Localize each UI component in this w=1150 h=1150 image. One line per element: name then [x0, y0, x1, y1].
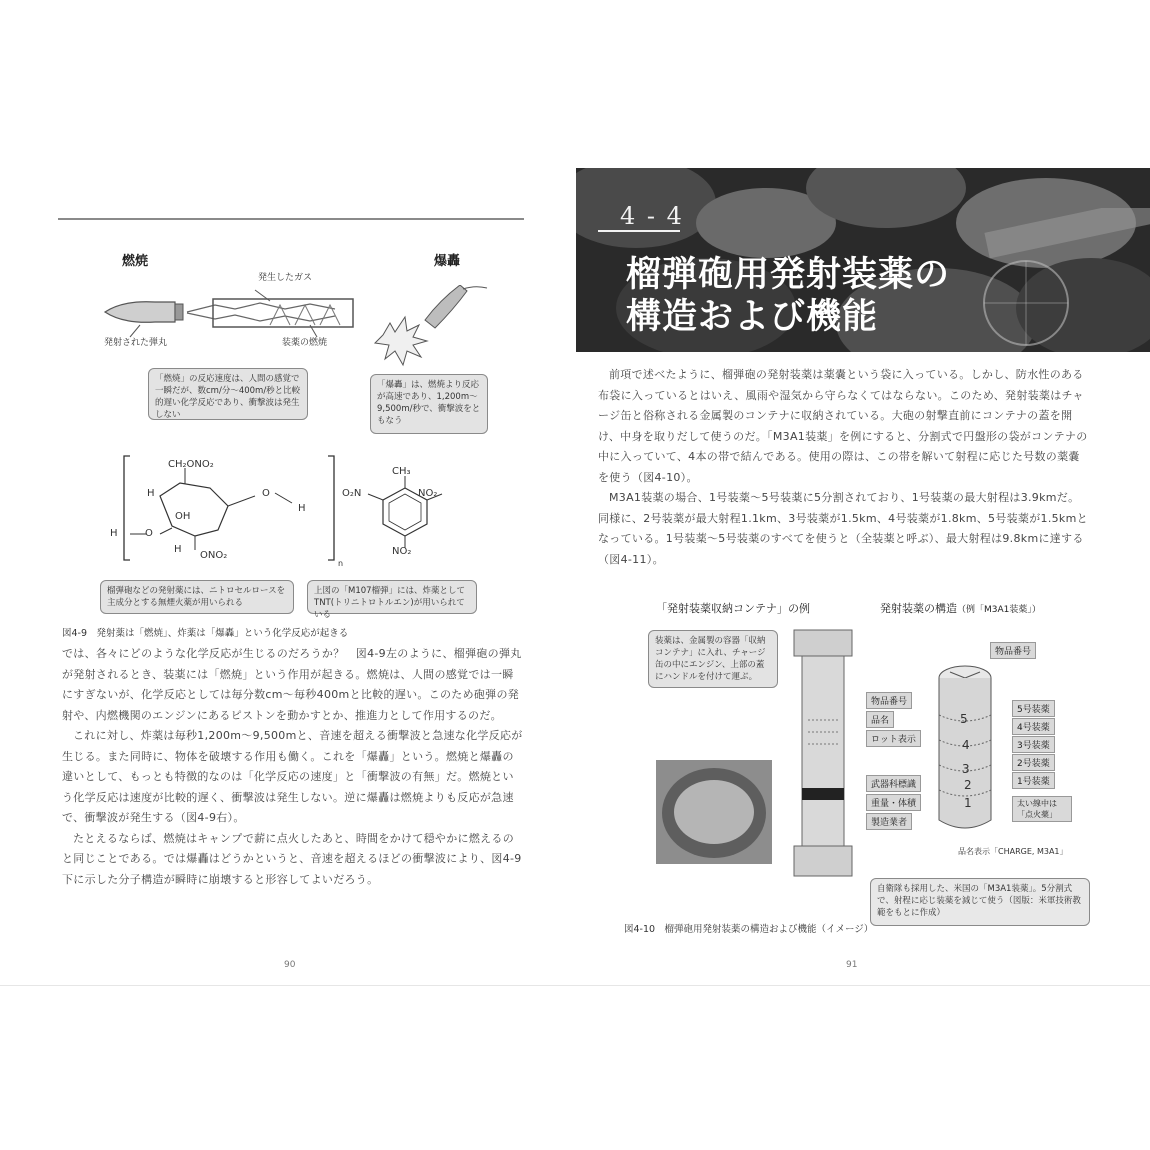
o2n-label: O₂N — [342, 488, 362, 499]
charge-label-2: 2号装薬 — [1012, 754, 1055, 771]
o-bond — [228, 496, 255, 506]
burst-shape — [375, 317, 427, 365]
structure-title-text: 発射装薬の構造 — [880, 602, 957, 615]
label-item-name: 品名 — [866, 711, 894, 728]
charge-burn-label: 装薬の燃焼 — [282, 338, 328, 348]
figure-4-10-caption: 図4-10 榴弾砲用発射装薬の構造および機能（イメージ） — [624, 924, 874, 935]
tube-cap-top — [794, 630, 852, 656]
no2-label-right: NO₂ — [418, 488, 438, 499]
charge-label-5: 5号装薬 — [1012, 700, 1055, 717]
combustion-note: 「燃焼」の反応速度は、人間の感覚で一瞬だが、数cm/分～400m/秒と比較的遅い化学反応であり、衝撃波は発生しない — [148, 368, 308, 420]
container-note: 装薬は、金属製の容器「収納コンテナ」に入れ、チャージ缶の中にエンジン、上部の蓋にハンドルを付けて運ぶ。 — [648, 630, 778, 688]
left-paragraph-1: では、各々にどのような化学反応が生じるのだろうか？ 図4-9左のように、榴弾砲の弾丸が発射されるとき、装薬には「燃焼」という作用が起きる。燃焼は、人間の感覚では一瞬にすぎないが、化学反応としては毎分数cm～毎秒400mと比較的遅い。このため砲弾の発射や、内燃機関のエンジンにあるピストンを動かすとか、推進力として作用するのだ。 — [62, 647, 522, 722]
howitzer-overlay — [956, 208, 1150, 352]
ring-number-3: 3 — [962, 762, 970, 776]
right-body-text — [598, 365, 1090, 570]
structure-example-text: （例「M3A1装薬」） — [957, 605, 1041, 615]
projectile-shape — [105, 302, 175, 323]
barrel-outline — [213, 299, 353, 327]
label-ordnance-mark: 武器科標識 — [866, 775, 921, 792]
charge-label-3: 3号装薬 — [1012, 736, 1055, 753]
label-weight: 重量・体積 — [866, 794, 921, 811]
oh-label: OH — [175, 511, 191, 522]
shell-body — [425, 285, 467, 328]
detonation-note: 「爆轟」は、燃焼より反応が高速であり、1,200m～9,500m/秒で、衝撃波をともなう — [370, 374, 488, 434]
benzene-inner — [389, 494, 421, 530]
oh-bond — [275, 493, 292, 503]
gas-label: 発生したガス — [258, 273, 313, 283]
ch2ono2-label: CH₂ONO₂ — [168, 459, 214, 470]
section-title-line-2: 構造および機能 — [626, 296, 879, 337]
no2-label-bottom: NO₂ — [392, 546, 412, 557]
charge-label-1: 1号装薬 — [1012, 772, 1055, 789]
left-paragraph-2: これに対し、炸薬は毎秒1,200m～9,500mと、音速を超える衝撃波と急速な化学反応が生じる。また同時に、物体を破壊する作用も働く。これを「爆轟」という。燃焼と爆轟の違いとして、もっとも特徴的なのは「化学反応の速度」と「衝撃波の有無」だ。燃焼という化学反応は速度が比較的遅く、衝撃波は発生しない。逆に爆轟は燃焼よりも反応が急速で、衝撃波が発生する（図4-9右）。 — [62, 729, 523, 824]
tube-body — [802, 656, 844, 846]
charge-label-4: 4号装薬 — [1012, 718, 1055, 735]
container-tube-illustration — [788, 628, 858, 880]
label-item-number: 物品番号 — [866, 692, 912, 709]
projectile-band — [175, 304, 183, 320]
gun-barrel-shape — [984, 208, 1150, 258]
marking-note: 品名表示「CHARGE, M3A1」 — [958, 847, 1068, 856]
left-no2-bond — [368, 494, 383, 500]
section-title — [626, 254, 950, 338]
page-number-left: 90 — [284, 960, 296, 970]
combustion-detonation-illustration — [95, 285, 495, 375]
h-label-1: H — [147, 488, 155, 499]
right-paragraph-1: 前項で述べたように、榴弾砲の発射装薬は薬嚢という袋に入っている。しかし、防水性のある布袋に入っているとはいえ、風雨や湿気から守らなくてはならない。このため、発射装薬はチャージ缶と俗称される金属製のコンテナに収納されている。大砲の射撃直前にコンテナの蓋を開け、中身を取りだして使うのだ。「M3A1装薬」を例にすると、分割式で円盤形の袋がコンテナの中に入っていて、4本の帯で結んである。使用の際は、この帯を解いて射程に応じた号数の薬嚢を使う（図4-10）。 — [598, 368, 1088, 484]
container-contents — [674, 780, 754, 844]
h-label-3: H — [110, 528, 118, 539]
ch3-label: CH₃ — [392, 466, 411, 477]
container-figure-title: 「発射装薬収納コンテナ」の例 — [656, 602, 810, 615]
figure-4-9-caption: 図4-9 発射薬は「燃焼」、炸薬は「爆轟」という化学反応が起きる — [62, 628, 349, 639]
n-subscript: n — [338, 559, 344, 568]
projectile-leader — [130, 325, 140, 337]
left-body-text — [62, 644, 524, 890]
section-number-underline — [598, 230, 680, 232]
glucose-ring — [160, 483, 228, 536]
nitrocellulose-note: 榴弾砲などの発射薬には、ニトロセルロースを主成分とする無煙火薬が用いられる — [100, 580, 294, 614]
ono2-label: ONO₂ — [200, 550, 228, 561]
section-title-line-1: 榴弾砲用発射装薬の — [626, 254, 951, 295]
o-label-2: O — [145, 528, 153, 539]
tube-cap-bottom — [794, 846, 852, 876]
container-photo — [656, 760, 772, 864]
h-label-4: H — [174, 544, 182, 555]
ring-number-1: 1 — [964, 796, 972, 810]
page-number-right: 91 — [846, 960, 858, 970]
label-lot: ロット表示 — [866, 730, 921, 747]
label-manufacturer: 製造業者 — [866, 813, 912, 830]
top-rule — [58, 218, 524, 220]
tnt-note: 上図の「M107榴弾」には、炸薬として TNT(トリニトロトルエン)が用いられている — [307, 580, 477, 614]
m3a1-usage-note: 自衛隊も採用した、米国の「M3A1装薬」。5分割式で、射程に応じ装薬を減じて使う（図版：米軍技術教範をもとに作成） — [870, 878, 1090, 926]
h-label-2: H — [298, 503, 306, 514]
projectile-label: 発射された弾丸 — [104, 338, 168, 348]
gas-stream-1 — [187, 303, 335, 312]
right-paragraph-2: M3A1装薬の場合、1号装薬～5号装薬に5分割されており、1号装薬の最大射程は3.9kmだ。同様に、2号装薬が最大射程1.1km、3号装薬が1.5km、4号装薬が1.8km、5号装薬が1.5kmとなっている。1号装薬～5号装薬のすべてを使うと（全装薬と呼ぶ）、最大射程は9.8kmに達する（図4-11）。 — [598, 491, 1088, 566]
ring-number-4: 4 — [962, 738, 970, 752]
left-bracket — [124, 456, 130, 560]
tube-band — [802, 788, 844, 800]
structure-figure-title — [880, 600, 1041, 616]
section-number: 4 - 4 — [620, 202, 684, 230]
shell-cable — [460, 285, 487, 289]
ring-number-5: 5 — [960, 712, 968, 726]
right-bracket — [328, 456, 334, 560]
o-label-1: O — [262, 488, 270, 499]
detonation-label: 爆轟 — [434, 254, 461, 269]
ring-number-2: 2 — [964, 778, 972, 792]
igniter-note: 太い線中は「点火薬」 — [1012, 796, 1072, 822]
left-paragraph-3: たとえるならば、燃焼はキャンプで薪に点火したあと、時間をかけて穏やかに燃えるのと同じことである。では爆轟はどうかというと、音速を超えるほどの衝撃波により、図4-9下に示した分子構造が瞬時に崩壊すると形容してよいだろう。 — [62, 831, 522, 886]
combustion-label: 燃焼 — [122, 254, 149, 269]
charge-label-item-number: 物品番号 — [990, 642, 1036, 659]
o-ring-bond — [160, 528, 172, 534]
